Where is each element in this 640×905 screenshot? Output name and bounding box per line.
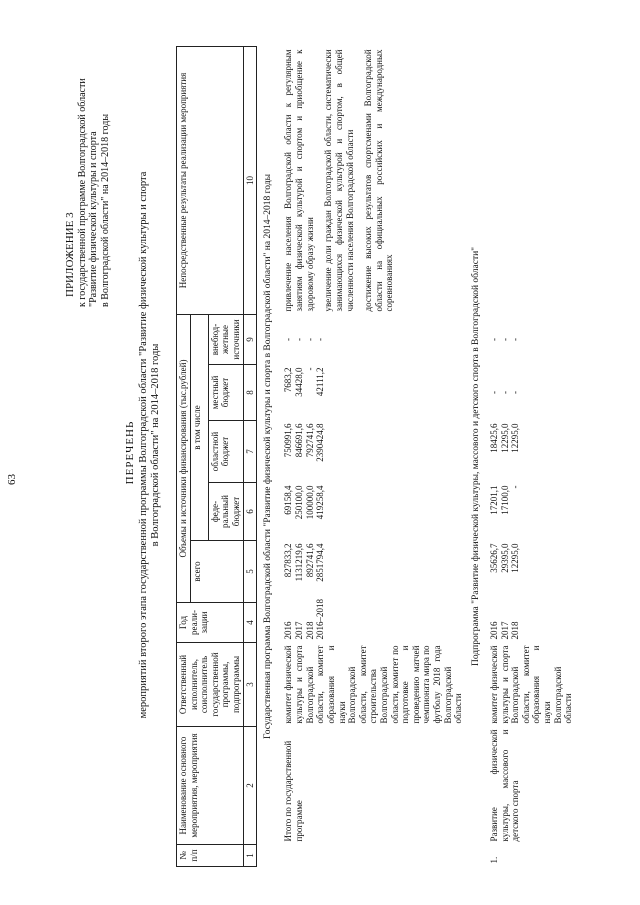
row1-offbudget [488, 314, 575, 364]
value-cell: 12295,0 [510, 423, 521, 453]
program-heading: Государственная программа Волгоградской области "Развитие физической культуры и спорта в Волгоградской области" на 2014–2018 годы [263, 174, 274, 739]
value-cell: 34428,0 [294, 367, 305, 397]
row1-name: Развитие физической культуры, массового и детского спорта [489, 729, 521, 842]
value-cell: - [294, 338, 305, 341]
program-executor: комитет физической культуры и спорта Волгоградской области, комитет образования и науки Волгоградской области, комитет строительства Волгоградской области, комитет по подготовке и проведению матчей чемпионата мира по футболу 2018 года Волгоградской области [283, 645, 464, 724]
program-num [280, 845, 464, 867]
value-cell: 29395,0 [499, 543, 510, 573]
header-regional: областной бюджет [208, 421, 243, 483]
appendix-line: "Развитие физической культуры и спорта [88, 131, 100, 307]
header-num: № п/п [177, 845, 244, 867]
value-cell: 250100,0 [294, 485, 305, 520]
program-offbudget [280, 314, 464, 364]
col-number: 9 [243, 314, 257, 364]
value-cell: 827833,2 [283, 543, 294, 578]
value-cell: - [304, 367, 315, 371]
value-cell: 1131219,6 [294, 543, 305, 582]
header-year: Год реали- зации [177, 603, 244, 643]
result-item: достижение высоких результатов спортсменами Волгоградской области на официальных российских и международных соревнованиях [363, 49, 395, 312]
program-local [280, 365, 464, 421]
value-cell: - [489, 338, 500, 341]
col-number: 4 [243, 603, 257, 643]
document-title: ПЕРЕЧЕНЬ [124, 420, 136, 485]
col-number: 10 [243, 46, 257, 314]
header-results: Непосредственные результаты реализации мероприятия [177, 46, 244, 314]
row1-total [488, 541, 575, 603]
program-federal [280, 483, 464, 541]
header-federal: феде- ральный бюджет [208, 483, 243, 541]
subprogram-heading: Подпрограмма "Развитие физической культуры, массового и детского спорта в Волгоградской области" [470, 246, 481, 667]
year-cell: 2017 [294, 621, 305, 640]
program-total [280, 541, 464, 603]
value-cell: - [499, 338, 510, 341]
header-funding: Объемы и источники финансирования (тыс.рублей) [177, 314, 191, 602]
row1-regional [488, 421, 575, 483]
page-number: 63 [6, 474, 18, 485]
value-cell: 846691,6 [294, 423, 305, 458]
col-number: 1 [243, 845, 257, 867]
result-item: привлечение населения Волгоградской области к регулярным занятиям физической культурой и спортом и приобщение к здоровому образу жизни [283, 49, 315, 312]
col-number: 7 [243, 421, 257, 483]
value-cell: - [510, 338, 521, 341]
appendix-block [64, 67, 111, 307]
col-number: 3 [243, 643, 257, 727]
year-cell: 2016 [283, 621, 294, 640]
value-cell: 2390424,8 [315, 423, 326, 462]
year-cell: 2016–2018 [315, 599, 326, 640]
value-cell: 17100,0 [499, 485, 510, 515]
col-number: 8 [243, 365, 257, 421]
row1-local [488, 365, 575, 421]
value-cell: 12295,0 [510, 543, 521, 573]
row1-num: 1. [489, 856, 500, 864]
header-offbudget: внебюд- жетные источники [208, 314, 243, 364]
year-cell: 2018 [304, 621, 315, 640]
measures-table [176, 46, 575, 867]
subtitle-line-1: мероприятий второго этапа государственной программы Волгоградской области "Развитие физической культуры и спорта [138, 171, 149, 719]
header-local: местный бюджет [208, 365, 243, 421]
document-subtitle [138, 135, 162, 755]
col-number: 5 [243, 541, 257, 603]
program-name: Итого по государственной программе [283, 740, 305, 842]
value-cell: 7683,2 [283, 367, 294, 393]
value-cell: - [304, 338, 315, 341]
header-incl: в том числе [190, 314, 208, 540]
program-results [280, 46, 464, 314]
header-total: всего [190, 541, 243, 603]
value-cell: 12295,0 [499, 423, 510, 453]
value-cell: 419258,4 [315, 485, 326, 520]
value-cell: 42111,2 [315, 367, 326, 397]
year-cell: 2016 [489, 621, 500, 640]
value-cell: 18425,6 [489, 423, 500, 453]
col-number: 6 [243, 483, 257, 541]
appendix-title: ПРИЛОЖЕНИЕ 3 [64, 212, 76, 297]
year-cell: 2017 [499, 621, 510, 640]
row1-federal [488, 483, 575, 541]
appendix-line: в Волгоградской области" на 2014–2018 годы [99, 113, 111, 307]
value-cell: 17201,1 [489, 485, 500, 515]
value-cell: 892741,6 [304, 543, 315, 578]
value-cell: 69158,4 [283, 485, 294, 515]
header-name: Наименование основного мероприятия, мероприятия [177, 727, 244, 845]
year-cell: 2018 [510, 621, 521, 640]
value-cell: 792741,6 [304, 423, 315, 458]
value-cell: - [283, 338, 294, 341]
row1-years [488, 603, 575, 643]
col-number: 2 [243, 727, 257, 845]
value-cell: - [489, 391, 500, 394]
value-cell: - [510, 391, 521, 394]
row1-results [488, 46, 575, 314]
header-executor: Ответственный исполнитель, соисполнитель государственной программы, подпрограммы [177, 643, 244, 727]
value-cell: - [315, 338, 326, 341]
value-cell: - [510, 485, 521, 489]
program-years [280, 599, 464, 643]
result-item: увеличение доли граждан Волгоградской области, систематически занимающихся физической культурой и спортом, в общей численности населения Волгоградской области [323, 49, 355, 312]
value-cell: - [499, 391, 510, 394]
subtitle-line-2: в Волгоградской области" на 2014–2018 годы [150, 343, 162, 547]
value-cell: 2851794,4 [315, 543, 326, 582]
value-cell: 100000,0 [304, 485, 315, 520]
appendix-line: к государственной программе Волгоградской области [76, 78, 88, 307]
program-regional [280, 421, 464, 483]
row1-executor: комитет физической культуры и спорта Волгоградской области, комитет образования и науки Волгоградской области [489, 645, 574, 724]
value-cell: 750991,6 [283, 423, 294, 458]
value-cell: 35626,7 [489, 543, 500, 573]
